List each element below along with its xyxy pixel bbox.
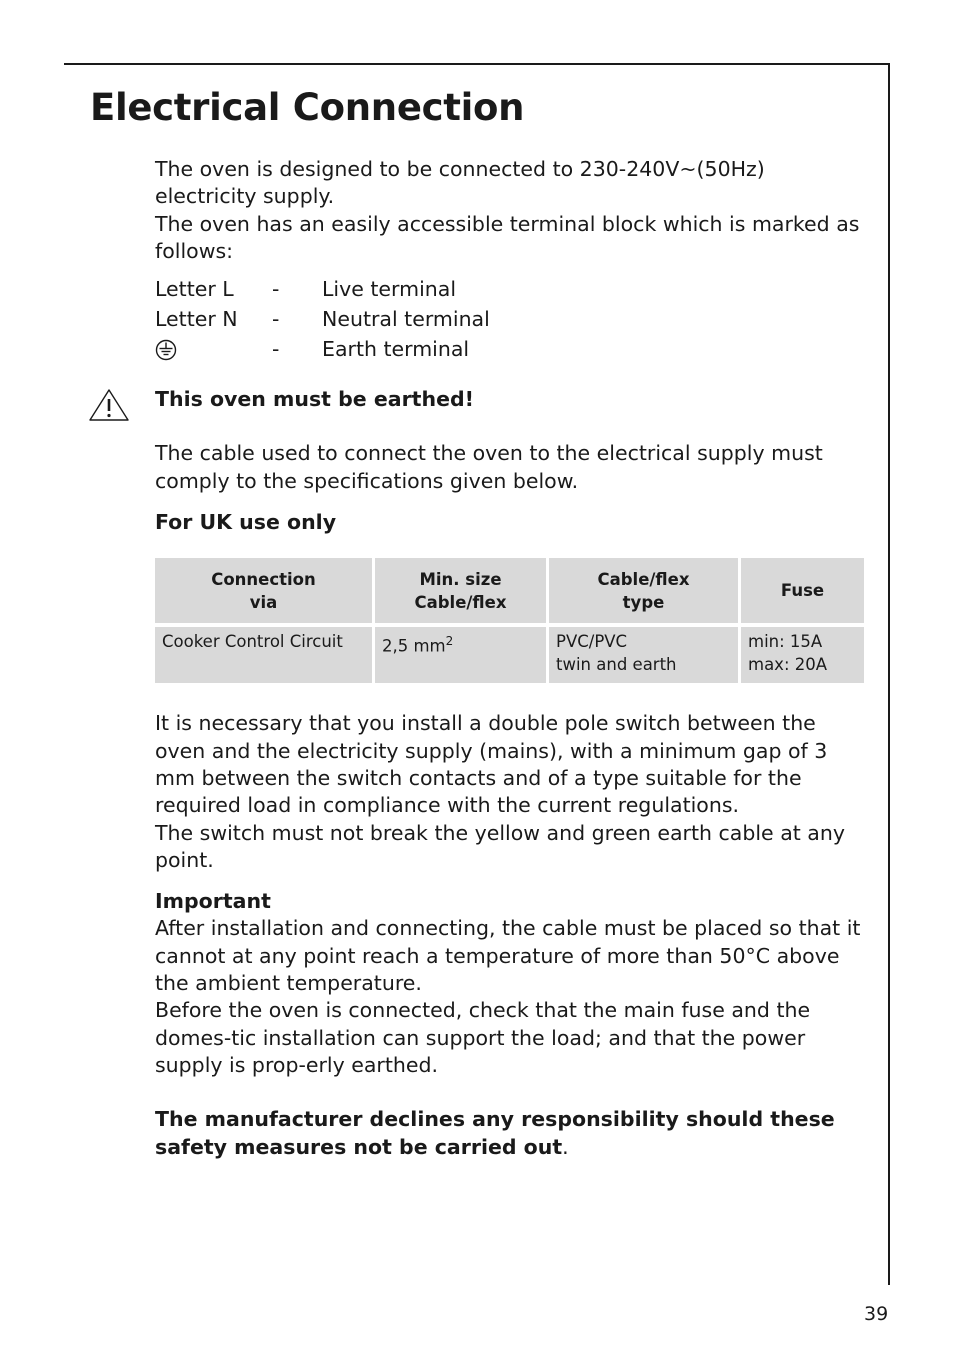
terminal-dash: - [272, 336, 280, 361]
important-paragraph-1: After installation and connecting, the cable must be placed so that it cannot at any point reach a temperature of more than 50°C above the ambient temperature. [155, 916, 861, 996]
page-number: 39 [864, 1303, 889, 1325]
page-content [155, 156, 865, 1161]
disclaimer-bold-text: The manufacturer declines any responsibility should these safety measures not be carried out [155, 1107, 835, 1159]
switch-paragraph-1: It is necessary that you install a double pole switch between the oven and the electricity supply (mains), with a minimum gap of 3 mm between the switch contacts and of a type suitable for the required load in compliance with the current regulations. [155, 711, 828, 818]
terminal-label: Letter N [155, 306, 238, 331]
right-rule [888, 63, 890, 1285]
warning-triangle-icon [88, 388, 130, 422]
terminal-label: Letter L [155, 276, 234, 301]
terminal-label [155, 334, 272, 364]
switch-paragraph-2: The switch must not break the yellow and green earth cable at any point. [155, 820, 845, 872]
terminal-description: Live terminal [322, 276, 457, 301]
top-rule [64, 63, 890, 65]
important-paragraph-2: Before the oven is connected, check that the main fuse and the domes-tic installation can support the load; and that the power supply is prop-erly earthed. [155, 998, 811, 1077]
intro-paragraph-1: The oven is designed to be connected to 230-240V~(50Hz) electricity supply. [155, 157, 765, 209]
warning-text: The cable used to connect the oven to the electrical supply must comply to the specifications given below. [155, 441, 823, 493]
important-heading: Important [155, 889, 271, 914]
earth-ground-icon [155, 339, 177, 361]
disclaimer [155, 1106, 865, 1161]
page-title: Electrical Connection [90, 86, 525, 129]
terminal-list [155, 274, 490, 364]
uk-heading: For UK use only [155, 510, 337, 535]
table-row [155, 627, 864, 683]
column-header-type: Cable/flex type [549, 558, 741, 627]
warning-title: This oven must be earthed! [155, 387, 475, 412]
terminal-dash: - [272, 306, 280, 331]
column-header-fuse: Fuse [741, 558, 864, 627]
column-header-size: Min. size Cable/flex [375, 558, 549, 627]
cell-size: 2,5 $mm^2$ [375, 627, 549, 683]
column-header-connection: Connection via [155, 558, 375, 627]
terminal-row-earth [155, 334, 490, 364]
cell-type: PVC/PVC twin and earth [549, 627, 741, 683]
terminal-dash: - [272, 276, 280, 301]
intro-paragraph-2: The oven has an easily accessible terminal block which is marked as follows: [155, 211, 860, 263]
cell-connection: Cooker Control Circuit [155, 627, 375, 683]
cable-spec-table [155, 558, 864, 683]
terminal-description: Earth terminal [322, 336, 470, 361]
cell-fuse: min: 15A max: 20A [741, 627, 864, 683]
terminal-row-live [155, 274, 490, 304]
disclaimer-period: . [562, 1134, 569, 1159]
terminal-description: Neutral terminal [322, 306, 490, 331]
table-header-row [155, 558, 864, 627]
terminal-row-neutral [155, 304, 490, 334]
size-superscript: 2 [445, 634, 454, 649]
earthing-warning [155, 386, 865, 495]
